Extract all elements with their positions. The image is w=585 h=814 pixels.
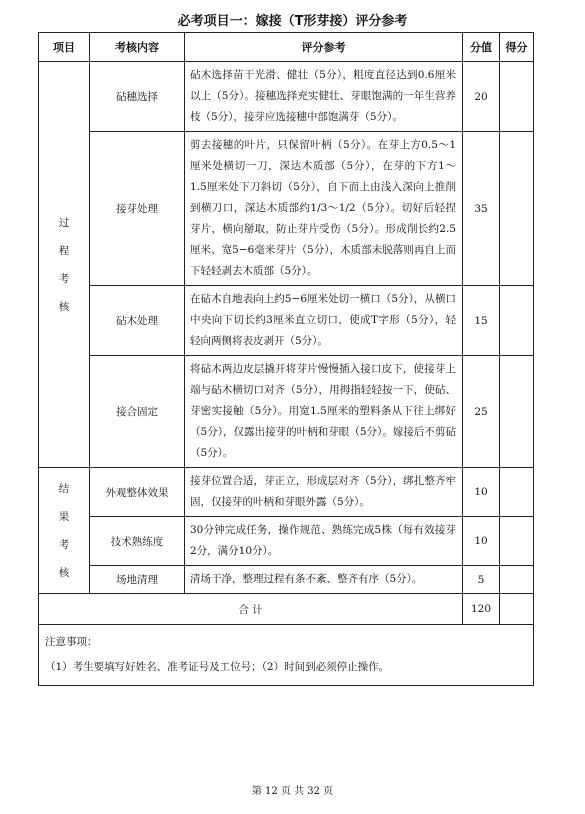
table-row — [39, 62, 534, 132]
row-name: 砧穗选择 — [90, 62, 185, 132]
row-score: 10 — [463, 468, 500, 517]
header-got: 得分 — [500, 33, 534, 62]
row-got — [500, 286, 534, 356]
total-label: 合 计 — [39, 594, 463, 625]
row-desc: 砧木选择苗干光滑、健壮（5分），粗度直径达到0.6厘米以上（5分）。接穗选择充实健壮、芽眼饱满的一年生营养枝（5分），接芽应选接穗中部饱满芽（5分）。 — [185, 62, 463, 132]
row-got — [500, 132, 534, 286]
row-name: 接合固定 — [90, 356, 185, 468]
row-desc: 接芽位置合适，芽正立，形成层对齐（5分），绑扎整齐牢固，仅接芽的叶柄和芽眼外露（5分）。 — [185, 468, 463, 517]
table-row — [39, 517, 534, 566]
row-got — [500, 517, 534, 566]
row-name: 技术熟练度 — [90, 517, 185, 566]
row-desc: 30分钟完成任务，操作规范、熟练完成5株（每有效接芽2分，满分10分）。 — [185, 517, 463, 566]
row-name: 接芽处理 — [90, 132, 185, 286]
total-score: 120 — [463, 594, 500, 625]
table-row — [39, 356, 534, 468]
row-name: 场地清理 — [90, 566, 185, 594]
group-process: 过 程 考 核 — [39, 62, 90, 468]
row-got — [500, 566, 534, 594]
notes-row — [39, 625, 534, 686]
row-score: 20 — [463, 62, 500, 132]
header-reference: 评分参考 — [185, 33, 463, 62]
notes-text: （1）考生要填写好姓名、准考证号及工位号；（2）时间到必须停止操作。 — [45, 661, 390, 673]
scoring-table — [38, 32, 534, 686]
row-got — [500, 356, 534, 468]
table-row — [39, 132, 534, 286]
group-result: 结 果 考 核 — [39, 468, 90, 594]
row-got — [500, 468, 534, 517]
header-row — [39, 33, 534, 62]
row-score: 25 — [463, 356, 500, 468]
total-got — [500, 594, 534, 625]
row-desc: 在砧木自地表向上约5−6厘米处切一横口（5分），从横口中央向下切长约3厘米直立切口，使成T字形（5分），轻轻向两侧将表皮剥开（5分）。 — [185, 286, 463, 356]
row-desc: 将砧木两边皮层撬开将芽片慢慢插入接口皮下，使接芽上端与砧木横切口对齐（5分），用拇指轻轻按一下，使砧、芽密实接触（5分）。用宽1.5厘米的塑料条从下往上绑好（5分），仅露出接芽的叶柄和芽眼（5分）。嫁接后不剪砧（5分）。 — [185, 356, 463, 468]
notes-cell — [39, 625, 534, 686]
row-score: 5 — [463, 566, 500, 594]
row-got — [500, 62, 534, 132]
row-desc: 剪去接穗的叶片，只保留叶柄（5分）。在芽上方0.5～1厘米处横切一刀，深达木质部（5分），在芽的下方1～1.5厘米处下刀斜切（5分），自下而上由浅入深向上推削到横刀口，深达木质部约1/3～1/2（5分）。切好后轻捏芽片，横向掰取，防止芽片受伤（5分）。形成削长约2.5厘米、宽5−6毫米芽片（5分），木质部未脱落则再自上而下轻轻剥去木质部（5分）。 — [185, 132, 463, 286]
total-row — [39, 594, 534, 625]
header-score: 分值 — [463, 33, 500, 62]
header-item: 项目 — [39, 33, 90, 62]
row-desc: 清场干净，整理过程有条不紊、整齐有序（5分）。 — [185, 566, 463, 594]
table-row — [39, 286, 534, 356]
notes-title: 注意事项： — [45, 636, 98, 648]
row-score: 35 — [463, 132, 500, 286]
page-title: 必考项目一：嫁接（T形芽接）评分参考 — [177, 14, 408, 29]
row-score: 10 — [463, 517, 500, 566]
table-row — [39, 566, 534, 594]
row-score: 15 — [463, 286, 500, 356]
row-name: 外观整体效果 — [90, 468, 185, 517]
header-content: 考核内容 — [90, 33, 185, 62]
row-name: 砧木处理 — [90, 286, 185, 356]
table-row — [39, 468, 534, 517]
page-footer: 第 12 页 共 32 页 — [251, 786, 334, 797]
